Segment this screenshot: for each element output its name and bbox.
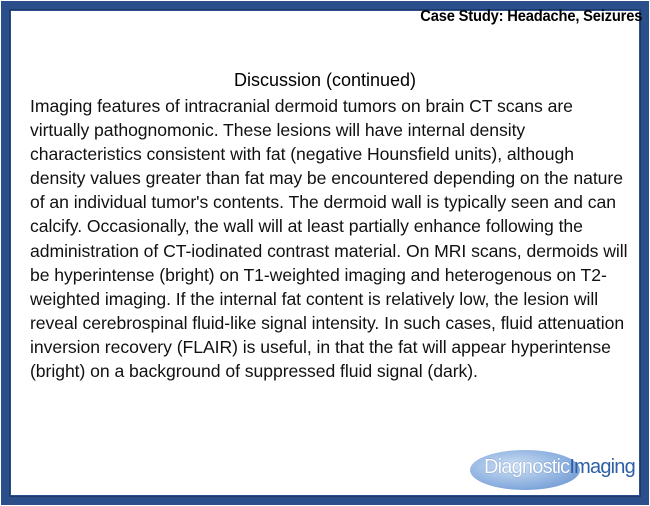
logo-text-imaging: Imaging bbox=[569, 456, 635, 478]
discussion-heading: Discussion (continued) bbox=[233, 70, 417, 90]
case-study-title: Case Study: Headache, Seizures bbox=[420, 8, 642, 25]
logo-text bbox=[484, 456, 635, 479]
diagnostic-imaging-logo bbox=[470, 446, 640, 494]
logo-text-diagnostic: Diagnostic bbox=[484, 456, 570, 478]
discussion-body-text: Imaging features of intracranial dermoid tumors on brain CT scans are virtually pathognomonic. These lesions will have internal density characteristics consistent with fat (negative Hounsfield units), although density values greater than fat may be encountered depending on the nature of an individual tumor's contents. The dermoid wall is typically seen and can calcify. Occasionally, the wall will at least partially enhance following the administration of CT-iodinated contrast material. On MRI scans, dermoids will be hyperintense (bright) on T1-weighted imaging and heterogenous on T2-weighted imaging. If the internal fat content is relatively low, the lesion will reveal cerebrospinal fluid-like signal intensity. In such cases, fluid attenuation inversion recovery (FLAIR) is useful, in that the fat will appear hyperintense (bright) on a background of suppressed fluid signal (dark). bbox=[30, 96, 628, 382]
